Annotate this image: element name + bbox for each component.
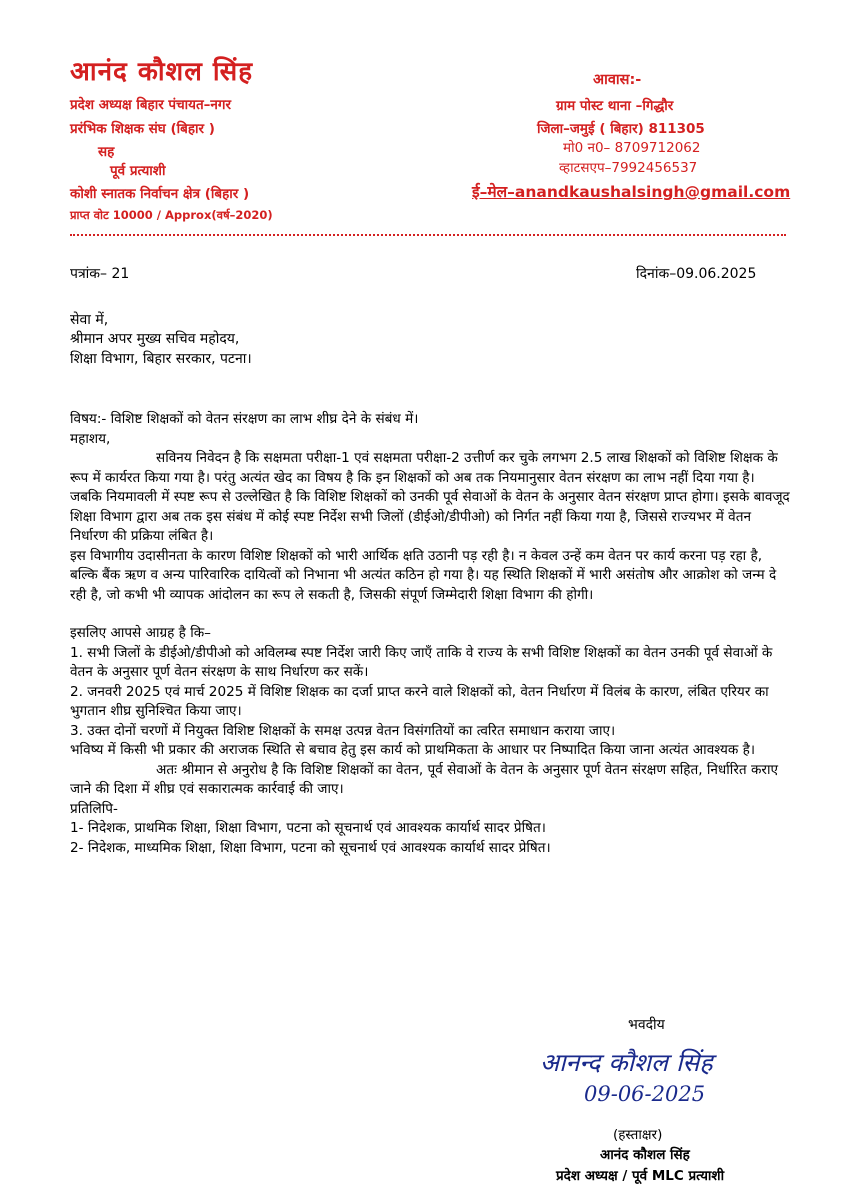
- request-intro: इसलिए आपसे आग्रह है कि–: [70, 625, 211, 641]
- recipient-line-1: सेवा में,: [70, 312, 109, 328]
- recipient-line-3: शिक्षा विभाग, बिहार सरकार, पटना।: [70, 351, 252, 367]
- request-item-2: 2. जनवरी 2025 एवं मार्च 2025 में विशिष्ट शिक्षक का दर्जा प्राप्त करने वाले शिक्षकों को, वेतन निर्धारण में विलंब के कारण, लंबित एरियर का भुगतान शीघ्र सुनिश्चित किया जाए।: [70, 683, 769, 719]
- request-item-3: 3. उक्त दोनों चरणों में नियुक्त विशिष्ट शिक्षकों के समक्ष उत्पन्न वेतन विसंगतियों का त्वरित समाधान कराया जाए।: [70, 722, 616, 739]
- reference-number: पत्रांक– 21: [70, 266, 130, 282]
- handwritten-signature: आनन्द कौशल सिंह: [540, 1048, 713, 1077]
- letterhead-left-line-3: सह: [98, 144, 115, 160]
- letter-date: दिनांक–09.06.2025: [636, 266, 757, 282]
- letterhead-address-line-2: जिला–जमुई ( बिहार) 811305: [537, 121, 705, 137]
- letter-body: [70, 410, 792, 858]
- body-paragraph-1-text: सविनय निवेदन है कि सक्षमता परीक्षा-1 एवं सक्षमता परीक्षा-2 उत्तीर्ण कर चुके लगभग 2.5 लाख शिक्षकों को विशिष्ट शिक्षक के रूप में कार्यरत किया गया है। परंतु अत्यंत खेद का विषय है कि इन शिक्षकों को अब तक नियमानुसार वेतन संरक्षण का लाभ नहीं दिया गया है।: [70, 450, 778, 486]
- body-paragraph-2: जबकि नियमावली में स्पष्ट रूप से उल्लेखित है कि विशिष्ट शिक्षकों को उनकी पूर्व सेवाओं के वेतन के अनुसार वेतन संरक्षण प्राप्त होगा। इसके बावजूद शिक्षा विभाग द्वारा अब तक इस संबंध में कोई स्पष्ट निर्देश सभी जिलों (डीईओ/डीपीओ) को निर्गत नहीं किया गया है, जिससे राज्यभर में वेतन निर्धारण की प्रक्रिया लंबित है।: [70, 489, 790, 544]
- letterhead-left-line-1: प्रदेश अध्यक्ष बिहार पंचायत–नगर: [70, 97, 232, 113]
- letterhead-address-label: आवास:-: [593, 72, 642, 88]
- body-paragraph-5: [70, 761, 792, 800]
- request-item-1: 1. सभी जिलों के डीईओ/डीपीओ को अविलम्ब स्पष्ट निर्देश जारी किए जाएँ ताकि वे राज्य के सभी विशिष्ट शिक्षकों का वेतन उनकी पूर्व सेवाओं के वेतन के अनुसार पूर्ण वेतन संरक्षण के साथ निर्धारण कर सकें।: [70, 644, 773, 680]
- letterhead-mobile: मो0 न0– 8709712062: [563, 140, 701, 156]
- letterhead-whatsapp: व्हाटसएप–7992456537: [559, 160, 698, 176]
- closing-yours: भवदीय: [628, 1017, 665, 1033]
- letterhead-address-line-1: ग्राम पोस्ट थाना –गिद्धौर: [556, 98, 674, 114]
- letterhead-left-line-5: कोशी स्नातक निर्वाचन क्षेत्र (बिहार ): [70, 186, 250, 202]
- copy-item-2: 2- निदेशक, माध्यमिक शिक्षा, शिक्षा विभाग, पटना को सूचनार्थ एवं आवश्यक कार्यार्थ सादर प्रेषित।: [70, 839, 551, 856]
- copy-item-1: 1- निदेशक, प्राथमिक शिक्षा, शिक्षा विभाग, पटना को सूचनार्थ एवं आवश्यक कार्यार्थ सादर प्रेषित।: [70, 820, 546, 836]
- letterhead-name: आनंद कौशल सिंह: [70, 57, 254, 87]
- body-paragraph-1: [70, 449, 792, 488]
- handwritten-date: 09-06-2025: [584, 1082, 706, 1106]
- letterhead-left-line-4: पूर्व प्रत्याशी: [110, 163, 166, 179]
- blank-line: [70, 605, 792, 624]
- copy-label: प्रतिलिपि-: [70, 800, 118, 817]
- signatory-name: आनंद कौशल सिंह: [600, 1147, 690, 1163]
- letterhead-divider: [70, 234, 786, 236]
- body-paragraph-3: इस विभागीय उदासीनता के कारण विशिष्ट शिक्षकों को भारी आर्थिक क्षति उठानी पड़ रही है। न केवल उन्हें कम वेतन पर कार्य करना पड़ रहा है, बल्कि बैंक ऋण व अन्य पारिवारिक दायित्वों को निभाना भी अत्यंत कठिन हो गया है। यह स्थिति शिक्षकों में भारी असंतोष और आक्रोश को जन्म दे रही है, जो कभी भी व्यापक आंदोलन का रूप ले सकती है, जिसकी संपूर्ण जिम्मेदारी शिक्षा विभाग की होगी।: [70, 547, 777, 603]
- salutation: महाशय,: [70, 430, 111, 447]
- recipient-line-2: श्रीमान अपर मुख्य सचिव महोदय,: [70, 331, 240, 347]
- subject-line: विषय:- विशिष्ट शिक्षकों को वेतन संरक्षण का लाभ शीघ्र देने के संबंध में।: [70, 411, 419, 427]
- signature-label: (हस्ताक्षर): [613, 1127, 663, 1143]
- signatory-designation: प्रदेश अध्यक्ष / पूर्व MLC प्रत्याशी: [556, 1168, 725, 1184]
- body-paragraph-5-text: अतः श्रीमान से अनुरोध है कि विशिष्ट शिक्षकों का वेतन, पूर्व सेवाओं के वेतन के अनुसार पूर्ण वेतन संरक्षण सहित, निर्धारित कराए जाने की दिशा में शीघ्र एवं सकारात्मक कार्रवाई की जाए।: [70, 761, 778, 797]
- letterhead-votes: प्राप्त वोट 10000 / Approx(वर्ष–2020): [70, 208, 273, 222]
- letterhead-left-line-2: प्ररंभिक शिक्षक संघ (बिहार ): [70, 121, 215, 137]
- body-paragraph-4: भविष्य में किसी भी प्रकार की अराजक स्थिति से बचाव हेतु इस कार्य को प्राथमिकता के आधार पर निष्पादित किया जाना अत्यंत आवश्यक है।: [70, 742, 756, 758]
- letterhead-email[interactable]: ई–मेल–anandkaushalsingh@gmail.com: [472, 183, 791, 201]
